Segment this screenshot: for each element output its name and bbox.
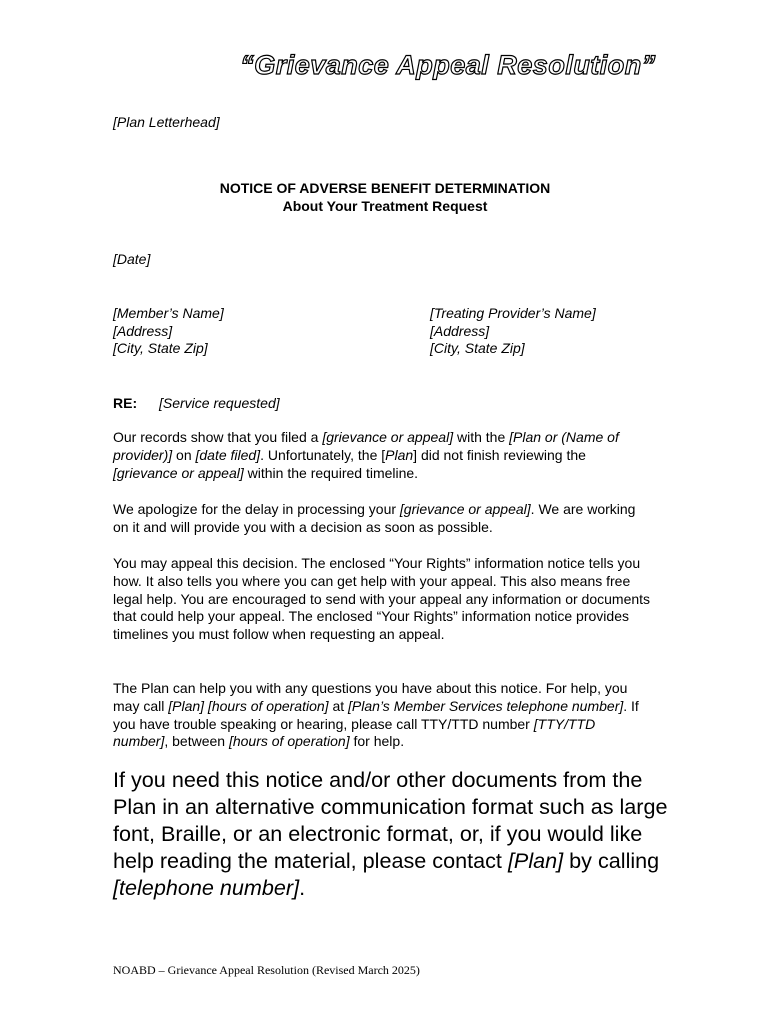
- p1-text: on: [172, 446, 196, 463]
- p1-placeholder: [grievance or appeal]: [113, 464, 244, 481]
- p4-placeholder: [hours of operation]: [228, 733, 350, 750]
- p2-text: We apologize for the delay in processing your: [113, 501, 400, 517]
- p1-placeholder: [date filed]: [195, 446, 261, 463]
- p1-placeholder: Plan: [385, 446, 414, 463]
- p5-placeholder: [telephone number]: [113, 875, 300, 900]
- p4-placeholder: [Plan] [hours of operation]: [168, 697, 329, 714]
- p2-text: . We are working on it and will provide you with a decision as soon as possible.: [113, 501, 636, 535]
- p4-text: at: [328, 697, 349, 714]
- re-label: RE:: [113, 395, 138, 411]
- p4-placeholder: [TTY/TTD number]: [113, 715, 596, 750]
- p4-text: for help.: [349, 733, 405, 750]
- p1-placeholder: [grievance or appeal]: [322, 429, 454, 445]
- plan-letterhead: [Plan Letterhead]: [113, 114, 220, 130]
- p4-text: The Plan can help you with any questions you have about this notice. For help, you may call: [113, 680, 628, 714]
- letter-date: [Date]: [113, 251, 151, 267]
- p1-text: . Unfortunately, the [: [260, 446, 386, 463]
- paragraph-records: [113, 429, 653, 482]
- re-value: [Service requested]: [159, 395, 280, 411]
- p4-text: , between: [164, 733, 229, 750]
- document-title: “Grievance Appeal Resolution”: [240, 50, 656, 80]
- p5-text: If you need this notice and/or other documents from the Plan in an alternative communication format such as large font, Braille, or an electronic format, or, if you would like help reading the material, please contact: [113, 767, 668, 873]
- notice-heading-line1: NOTICE OF ADVERSE BENEFIT DETERMINATION: [219, 180, 551, 196]
- p1-text: ] did not finish reviewing the: [413, 446, 586, 463]
- member-name: [Member’s Name]: [113, 305, 224, 321]
- provider-address-block: [430, 305, 596, 358]
- provider-address: [Address]: [430, 322, 490, 339]
- member-address: [Address]: [113, 322, 173, 339]
- p1-placeholder: [Plan or (Name of provider)]: [113, 429, 619, 463]
- p5-placeholder: [Plan]: [507, 848, 564, 873]
- p4-text: . If you have trouble speaking or hearing, please call TTY/TTD number: [113, 697, 639, 732]
- p1-text: within the required timeline.: [243, 464, 419, 481]
- paragraph-help: [113, 680, 653, 751]
- alternative-format-notice: [113, 766, 673, 901]
- p4-placeholder: [Plan’s Member Services telephone number]: [348, 697, 624, 714]
- p5-text: by calling: [563, 848, 660, 873]
- member-city: [City, State Zip]: [113, 340, 208, 356]
- provider-name: [Treating Provider’s Name]: [430, 305, 596, 321]
- notice-heading-line2: About Your Treatment Request: [282, 198, 488, 214]
- notice-heading: [0, 179, 770, 215]
- p3-text: You may appeal this decision. The enclosed “Your Rights” information notice tells you how. It also tells you where you can get help with your appeal. This also means free legal help. You are encouraged to send with your appeal any information or documents that could help your appeal. The enclosed “Your Rights” information notice provides timelines you must follow when requesting an appeal.: [113, 555, 651, 643]
- page-footer: NOABD – Grievance Appeal Resolution (Revised March 2025): [113, 963, 420, 977]
- paragraph-apology: [113, 501, 653, 537]
- p5-text: .: [299, 875, 306, 900]
- p1-text: Our records show that you filed a: [113, 429, 323, 445]
- member-address-block: [113, 305, 224, 358]
- p1-text: with the: [453, 429, 510, 445]
- p2-placeholder: [grievance or appeal]: [399, 501, 531, 517]
- provider-city: [City, State Zip]: [430, 340, 525, 356]
- paragraph-appeal-rights: [113, 555, 653, 644]
